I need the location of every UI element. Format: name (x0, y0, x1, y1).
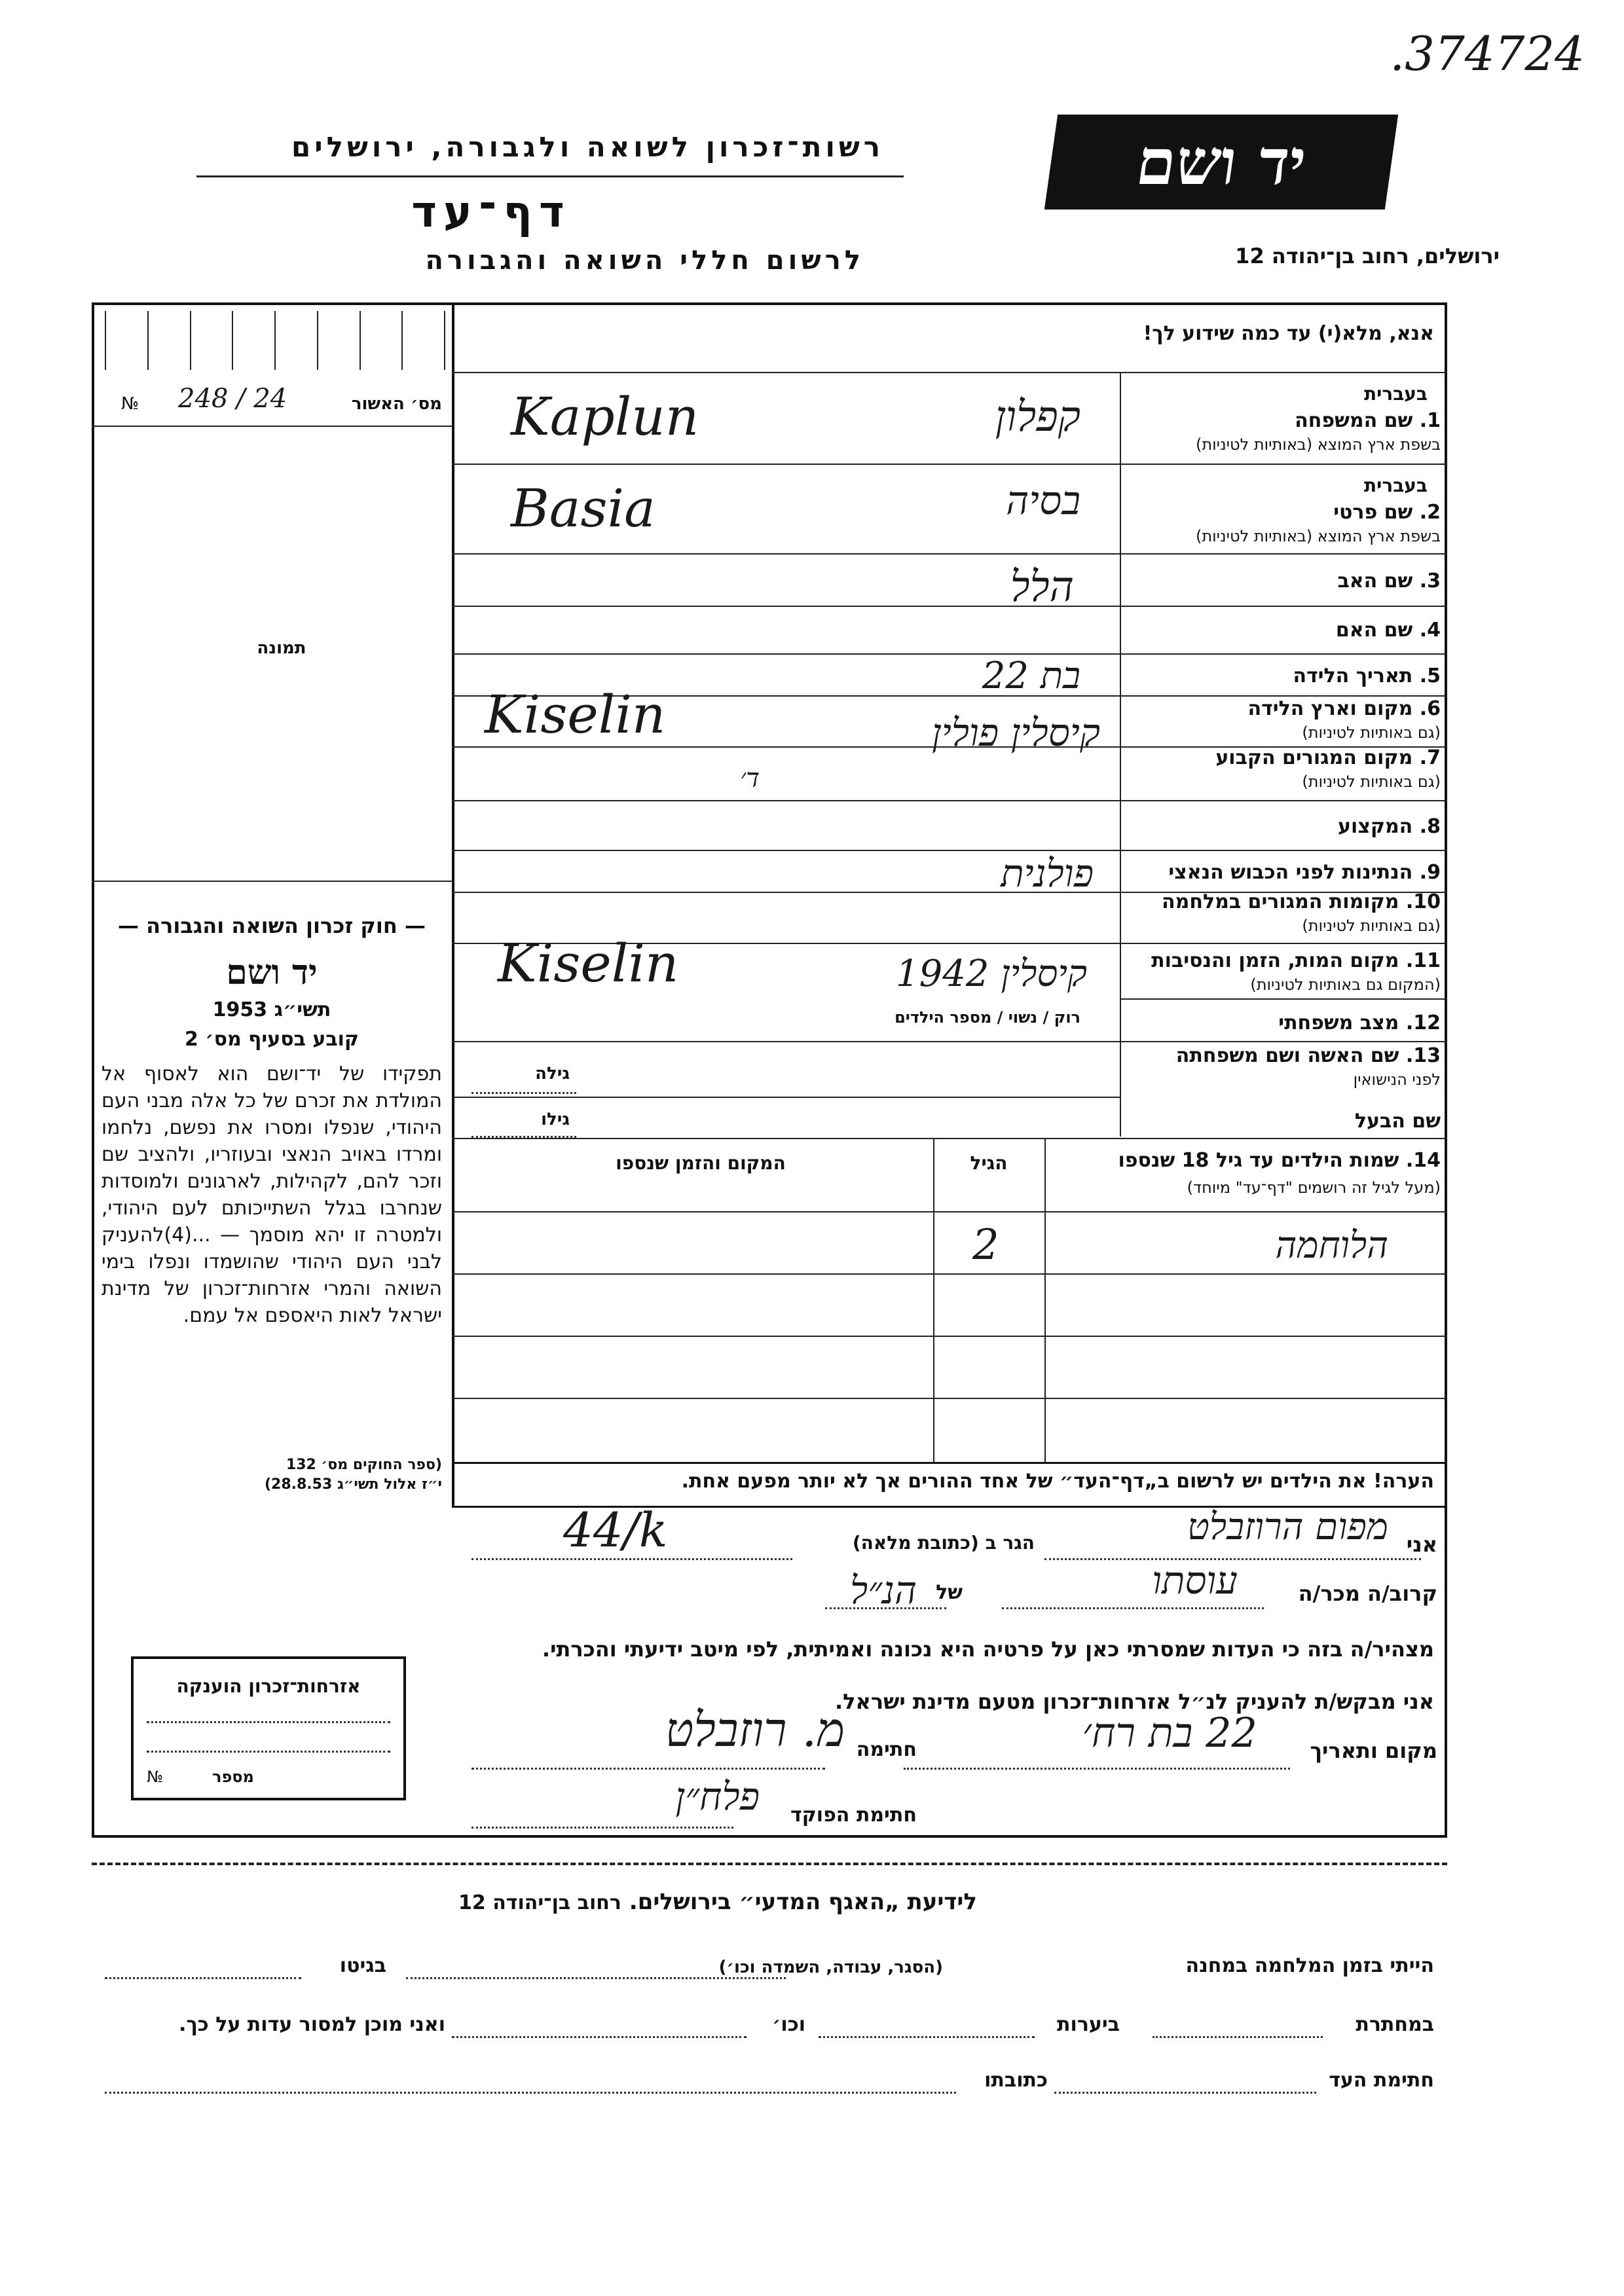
archive-number: .374724 (1390, 26, 1585, 81)
field-11-hebrew: קיסלין 1942 (896, 953, 1087, 995)
request-text: אני מבקש/ת להעניק לנ״ל אזרחות־זכרון מטעם מדינת ישראל. (835, 1689, 1434, 1714)
signature-dots (471, 1768, 825, 1770)
field-9-value: פולנית (1001, 851, 1094, 896)
field-2-sub: בשפת ארץ המוצא (באותיות לטיניות) (1196, 527, 1441, 545)
signature-value: מ. רוזבלט (665, 1702, 845, 1757)
field-12-label: 12. מצב משפחתי (1278, 1011, 1441, 1034)
approval-symbol: № (121, 394, 139, 414)
field-6-latin: Kiselin (485, 684, 666, 745)
intro-rule (452, 372, 1447, 373)
logo-text: יד ושם (1132, 125, 1311, 199)
field-5-value: בת 22 (982, 655, 1080, 697)
yad-vashem-logo (1044, 115, 1398, 210)
bottom-line2-d: ואני מוכן למסור עדות על כך. (179, 2013, 445, 2036)
photo-rule (92, 881, 452, 882)
field-12-options: רוק / נשוי / מספר הילדים (895, 1008, 1080, 1027)
field-1-sub: בשפת ארץ המוצא (באותיות לטיניות) (1196, 435, 1441, 454)
citizenship-title: אזרחות־זכרון הוענקה (176, 1675, 361, 1697)
field-13-age-dots (471, 1092, 576, 1094)
label-column-divider (1120, 372, 1121, 1137)
child-1-age: 2 (972, 1221, 999, 1269)
officer-signature: פלח״ן (675, 1774, 760, 1819)
field-2-hebrew: בסיה (1006, 478, 1080, 524)
bottom-line2-a: במחתרת (1356, 2013, 1434, 2036)
place-date-dots (904, 1768, 1290, 1770)
field-1-hebrew: קפלון (995, 393, 1080, 441)
citizenship-symbol: № (147, 1768, 163, 1786)
husband-age-label: גילו (541, 1110, 570, 1129)
law-title: — חוק זכרון השואה והגבורה — (118, 913, 426, 938)
declarant-address-dots (471, 1558, 792, 1560)
field-1-label: 1. שם המשפחה (1295, 409, 1441, 432)
bottom-block-title (458, 1889, 1244, 1915)
field-6-hebrew: קיסלין פולין (931, 710, 1100, 755)
form-title: דף־עד (411, 187, 571, 237)
children-row-3-rule (452, 1398, 1447, 1399)
officer-dots (471, 1827, 733, 1829)
field-8-rule (452, 850, 1447, 851)
authority-name: רשות־זכרון לשואה ולגבורה, ירושלים (291, 131, 884, 163)
of-value: הנ״ל (849, 1568, 917, 1613)
field-13-label: 13. שם האשה ושם משפחתה (1175, 1044, 1441, 1067)
field-13-age-label: גילה (535, 1064, 570, 1084)
field-14-label: 14. שמות הילדים עד גיל 18 שנספו (1118, 1149, 1441, 1172)
place-date-value: 22 בת רח׳ (1082, 1709, 1257, 1757)
declarant-name: מפום הרוזבלט (1187, 1506, 1388, 1548)
bottom-signature-dots (1054, 2092, 1316, 2094)
bottom-ghetto-dots (105, 1977, 301, 1979)
declarant-i-label: אני (1406, 1532, 1437, 1557)
col-age-left (933, 1138, 934, 1462)
of-dots (825, 1607, 946, 1609)
field-10-sub: (גם באותיות לטיניות) (1302, 917, 1441, 935)
officer-label: חתימת הפוקד (790, 1804, 917, 1827)
declaration-text: מצהיר/ה בזה כי העדות שמסרתי כאן על פרטיה היא נכונה ואמיתית, לפי מיטב ידיעתי והכרתי. (542, 1637, 1434, 1662)
field-2-rule (452, 553, 1447, 555)
field-4-rule (452, 653, 1447, 655)
field-7-value: ד׳ (740, 763, 760, 793)
bottom-line2-b: ביערות (1057, 2013, 1120, 2036)
field-13-sub: לפני הנישואין (1353, 1070, 1441, 1089)
bottom-line3-b: כתובתו (984, 2069, 1048, 2092)
law-clause: קובע בסעיף מס׳ 2 (184, 1028, 360, 1051)
bottom-line1-b: (הסגר, עבודה, השמדה וכו׳) (718, 1958, 943, 1977)
field-10-label: 10. מקומות המגורים במלחמה (1162, 890, 1441, 913)
bottom-etc-dots (452, 2036, 747, 2038)
field-3-label: 3. שם האב (1337, 570, 1441, 592)
husband-rule (452, 1138, 1447, 1139)
bottom-address: רחוב בן־יהודה 12 (458, 1891, 621, 1914)
field-6-label: 6. מקום וארץ הלידה (1247, 697, 1441, 720)
child-1-name: הלוחמה (1275, 1224, 1388, 1267)
approval-value: 248 / 24 (178, 384, 287, 414)
approval-row (121, 384, 442, 414)
field-1-latin: Kaplun (511, 386, 699, 447)
field-11-latin: Kiselin (498, 933, 679, 994)
bottom-line1-c: בגיטו (339, 1954, 386, 1977)
bottom-line1-a: הייתי בזמן המלחמה במחנה (1185, 1954, 1434, 1977)
children-row-1-rule (452, 1273, 1447, 1275)
field-3-value: הלל (1010, 563, 1074, 611)
relation-value: עוסתו (1152, 1558, 1238, 1603)
field-7-label: 7. מקום המגורים הקבוע (1215, 746, 1441, 769)
field-4-label: 4. שם האם (1335, 619, 1441, 642)
note: הערה! את הילדים יש לרשום ב„דף־העד״ של אחד ההורים אך לא יותר מפעם אחת. (681, 1470, 1434, 1493)
code-boxes (105, 311, 445, 370)
field-5-label: 5. תאריך הלידה (1293, 665, 1441, 687)
of-label: של (936, 1581, 963, 1604)
relative-label: קרוב/ה מכר/ה (1298, 1581, 1437, 1606)
field-11-sub: (המקום גם באותיות לטיניות) (1250, 975, 1441, 994)
husband-label: שם הבעל (1354, 1110, 1441, 1133)
law-year: תשי״ג 1953 (212, 998, 331, 1021)
bottom-line1-dots (406, 1977, 786, 1979)
field-2-label: 2. שם פרטי (1333, 501, 1441, 524)
intro-text: אנא, מלא(י) עד כמה שידוע לך! (1143, 322, 1434, 345)
declarant-resides-label: הגר ב (כתובת מלאה) (852, 1532, 1035, 1554)
field-9-label: 9. הנתינות לפני הכבוש הנאצי (1168, 861, 1441, 884)
in-hebrew-2: בעברית (1363, 475, 1428, 496)
field-6-sub: (גם באותיות לטיניות) (1302, 723, 1441, 742)
approval-label: מס׳ האשור (351, 394, 442, 414)
signature-label: חתימה (856, 1738, 917, 1761)
field-12-rule (452, 1041, 1447, 1042)
children-row-2-rule (452, 1336, 1447, 1337)
left-column-divider (452, 302, 454, 1506)
col-age-right (1044, 1138, 1046, 1462)
children-header-rule (452, 1211, 1447, 1212)
field-13-rule (452, 1097, 1120, 1098)
bottom-line3-a: חתימת העד (1329, 2069, 1434, 2092)
relation-dots (1002, 1607, 1264, 1609)
photo-label: תמונה (257, 638, 306, 658)
bottom-line2-c: וכו׳ (772, 2013, 805, 2036)
in-hebrew-1: בעברית (1363, 383, 1428, 405)
col-place-header: המקום והזמן שנספו (616, 1152, 786, 1174)
place-date-label: מקום ותאריך (1310, 1738, 1437, 1763)
law-source: (ספר החוקים מס׳ 132 (286, 1457, 442, 1473)
field-11-rule (1120, 998, 1447, 1000)
field-8-label: 8. המקצוע (1338, 815, 1441, 838)
declarant-address: 44/k (563, 1503, 668, 1558)
field-1-rule (452, 464, 1447, 465)
citizenship-box (131, 1656, 406, 1800)
bottom-address-dots (105, 2092, 956, 2094)
bottom-underground-dots (1153, 2036, 1323, 2038)
form-subtitle: לרשום חללי השואה והגבורה (425, 246, 864, 276)
citizenship-number-label: מספר (212, 1768, 254, 1786)
bottom-forests-dots (819, 2036, 1035, 2038)
tear-line (92, 1863, 1447, 1865)
bottom-title: לידיעת „האגף המדעי״ בירושלים. (629, 1889, 977, 1915)
field-14-sub: (מעל לגיל זה רושמים "דף־עד" מיוחד) (1187, 1178, 1441, 1197)
field-2-latin: Basia (511, 478, 655, 539)
law-source-date: י״ז אלול תשי״ג 28.8.53) (264, 1476, 442, 1493)
field-7-rule (452, 800, 1447, 801)
address: ירושלים, רחוב בן־יהודה 12 (1235, 244, 1500, 268)
field-11-label: 11. מקום המות, הזמן והנסיבות (1151, 949, 1441, 972)
law-name: יד ושם (226, 953, 318, 993)
field-3-rule (452, 606, 1447, 607)
approval-rule (92, 426, 452, 427)
col-age-header: הגיל (970, 1152, 1008, 1174)
header-rule (196, 175, 904, 177)
children-bottom-rule (452, 1462, 1447, 1464)
field-7-sub: (גם באותיות לטיניות) (1302, 773, 1441, 791)
law-body: תפקידו של יד־ושם הוא לאסוף אל המולדת את זכרם של כל אלה מבני העם היהודי, שנפלו ומסרו את נפשם, נלחמו ומרדו באויב הנאצי ובעוזריו, ולהציב שם וזכר להם, לקהילות, לארגונים ולמוסדות שנחרבו בגלל השתייכותם לעם היהודי, ולמטרה זו יהא מוסמך — ...(4)להעניק לבני העם היהודי שהושמדו ונפלו בימי השואה והמרי אזרחות־זכרון של מדינת ישראל לאות היאספם אל עמם. (101, 1063, 442, 1327)
